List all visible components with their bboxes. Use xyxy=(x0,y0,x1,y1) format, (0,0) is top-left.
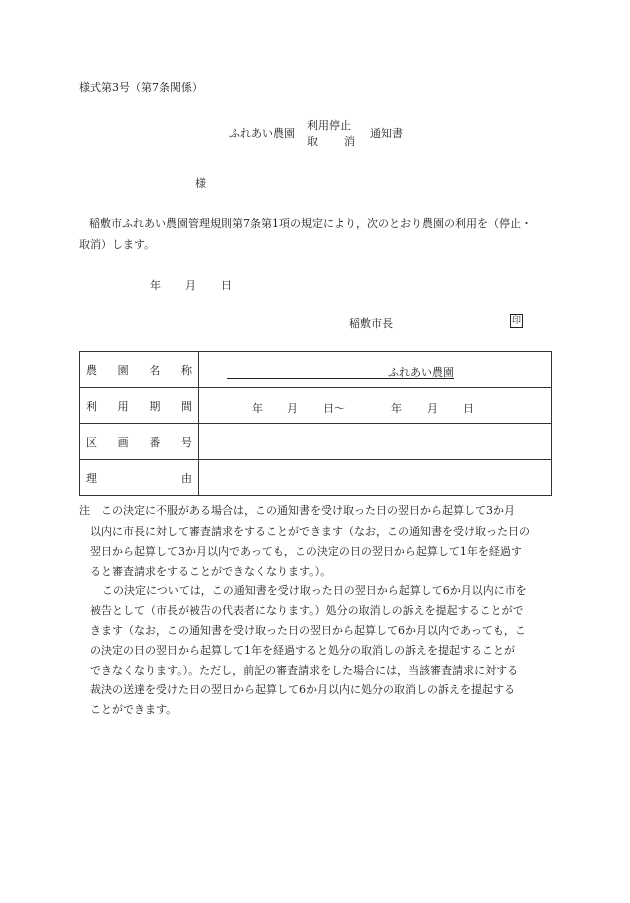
table-row-period xyxy=(80,388,552,424)
note-line: ことができます。 xyxy=(90,703,178,716)
note-line: 翌日から起算して3か月以内であっても，この決定の日の翌日から起算して1年を経過す xyxy=(90,545,522,558)
label-char: 期 xyxy=(149,399,161,413)
value-period xyxy=(199,388,552,424)
label-char: 用 xyxy=(117,399,129,413)
date-month: 月 xyxy=(185,279,196,292)
farm-name-text: ふれあい農園 xyxy=(388,366,454,379)
note-line: きます（なお，この通知書を受け取った日の翌日から起算して6か月以内であっても，こ xyxy=(90,624,526,637)
table-row-reason xyxy=(80,460,552,496)
label-char: 間 xyxy=(180,399,192,413)
label-char: 利 xyxy=(86,399,97,413)
label-char: 番 xyxy=(149,435,161,449)
note-line: 裁決の送達を受けた日の翌日から起算して6か月以内に処分の取消しの訴えを提起する xyxy=(90,683,515,696)
note-line: の決定の日の翌日から起算して1年を経過すると処分の取消しの訴えを提起することが xyxy=(90,644,515,657)
info-table xyxy=(79,351,552,496)
label-char: 画 xyxy=(117,435,129,449)
label-char: 号 xyxy=(180,435,192,449)
period-end-month: 月 xyxy=(427,402,438,415)
label-plot-number xyxy=(80,424,199,460)
period-start-year: 年 xyxy=(252,402,263,415)
title-notice: 通知書 xyxy=(370,127,403,140)
label-char: 園 xyxy=(117,363,129,377)
title-facility-name: ふれあい農園 xyxy=(229,127,295,140)
note-line: できなくなります。）。ただし，前記の審査請求をした場合には，当該審査請求に対する xyxy=(90,664,519,677)
label-farm-name xyxy=(80,352,199,388)
note-line: ると審査請求をすることができなくなります。）。 xyxy=(90,565,332,578)
title-option-cancel-char-2: 消 xyxy=(344,135,355,148)
recipient-honorific: 様 xyxy=(195,177,206,190)
label-reason xyxy=(80,460,199,496)
note-line: この決定については，この通知書を受け取った日の翌日から起算して6か月以内に市を xyxy=(102,584,527,597)
value-reason xyxy=(199,460,552,496)
label-char: 由 xyxy=(181,471,192,485)
label-period xyxy=(80,388,199,424)
title-option-suspend: 利用停止 xyxy=(307,119,351,132)
issuer-name: 稲敷市長 xyxy=(349,317,393,330)
date-day: 日 xyxy=(221,279,232,292)
label-char: 区 xyxy=(86,435,97,449)
body-text-line-2: 取消）します。 xyxy=(79,238,156,251)
value-plot-number xyxy=(199,424,552,460)
period-end-day: 日 xyxy=(463,402,474,415)
label-char: 農 xyxy=(86,363,97,377)
table-row-plot-number xyxy=(80,424,552,460)
body-text-line-1: 稲敷市ふれあい農園管理規則第7条第1項の規定により，次のとおり農園の利用を（停止・ xyxy=(89,217,532,230)
title-option-cancel-char-1: 取 xyxy=(307,135,318,148)
date-year: 年 xyxy=(150,279,161,292)
farm-name-underline xyxy=(227,364,454,379)
form-number-label: 様式第3号（第7条関係） xyxy=(79,81,203,94)
period-start-day: 日～ xyxy=(323,402,345,415)
note-line: 以内に市長に対して審査請求をすることができます（なお，この通知書を受け取った日の xyxy=(90,525,530,538)
label-char: 称 xyxy=(180,363,192,377)
seal-stamp: 印 xyxy=(511,316,521,326)
note-line: 注 この決定に不服がある場合は，この通知書を受け取った日の翌日から起算して3か月 xyxy=(79,504,515,517)
label-char: 名 xyxy=(149,363,161,377)
period-end-year: 年 xyxy=(391,402,402,415)
label-char: 理 xyxy=(86,471,97,485)
value-farm-name xyxy=(199,352,552,388)
note-line: 被告として（市長が被告の代表者になります。）処分の取消しの訴えを提起することがで xyxy=(90,604,524,617)
table-row-farm-name xyxy=(80,352,552,388)
period-start-month: 月 xyxy=(287,402,298,415)
title-option-cancel xyxy=(307,136,355,147)
